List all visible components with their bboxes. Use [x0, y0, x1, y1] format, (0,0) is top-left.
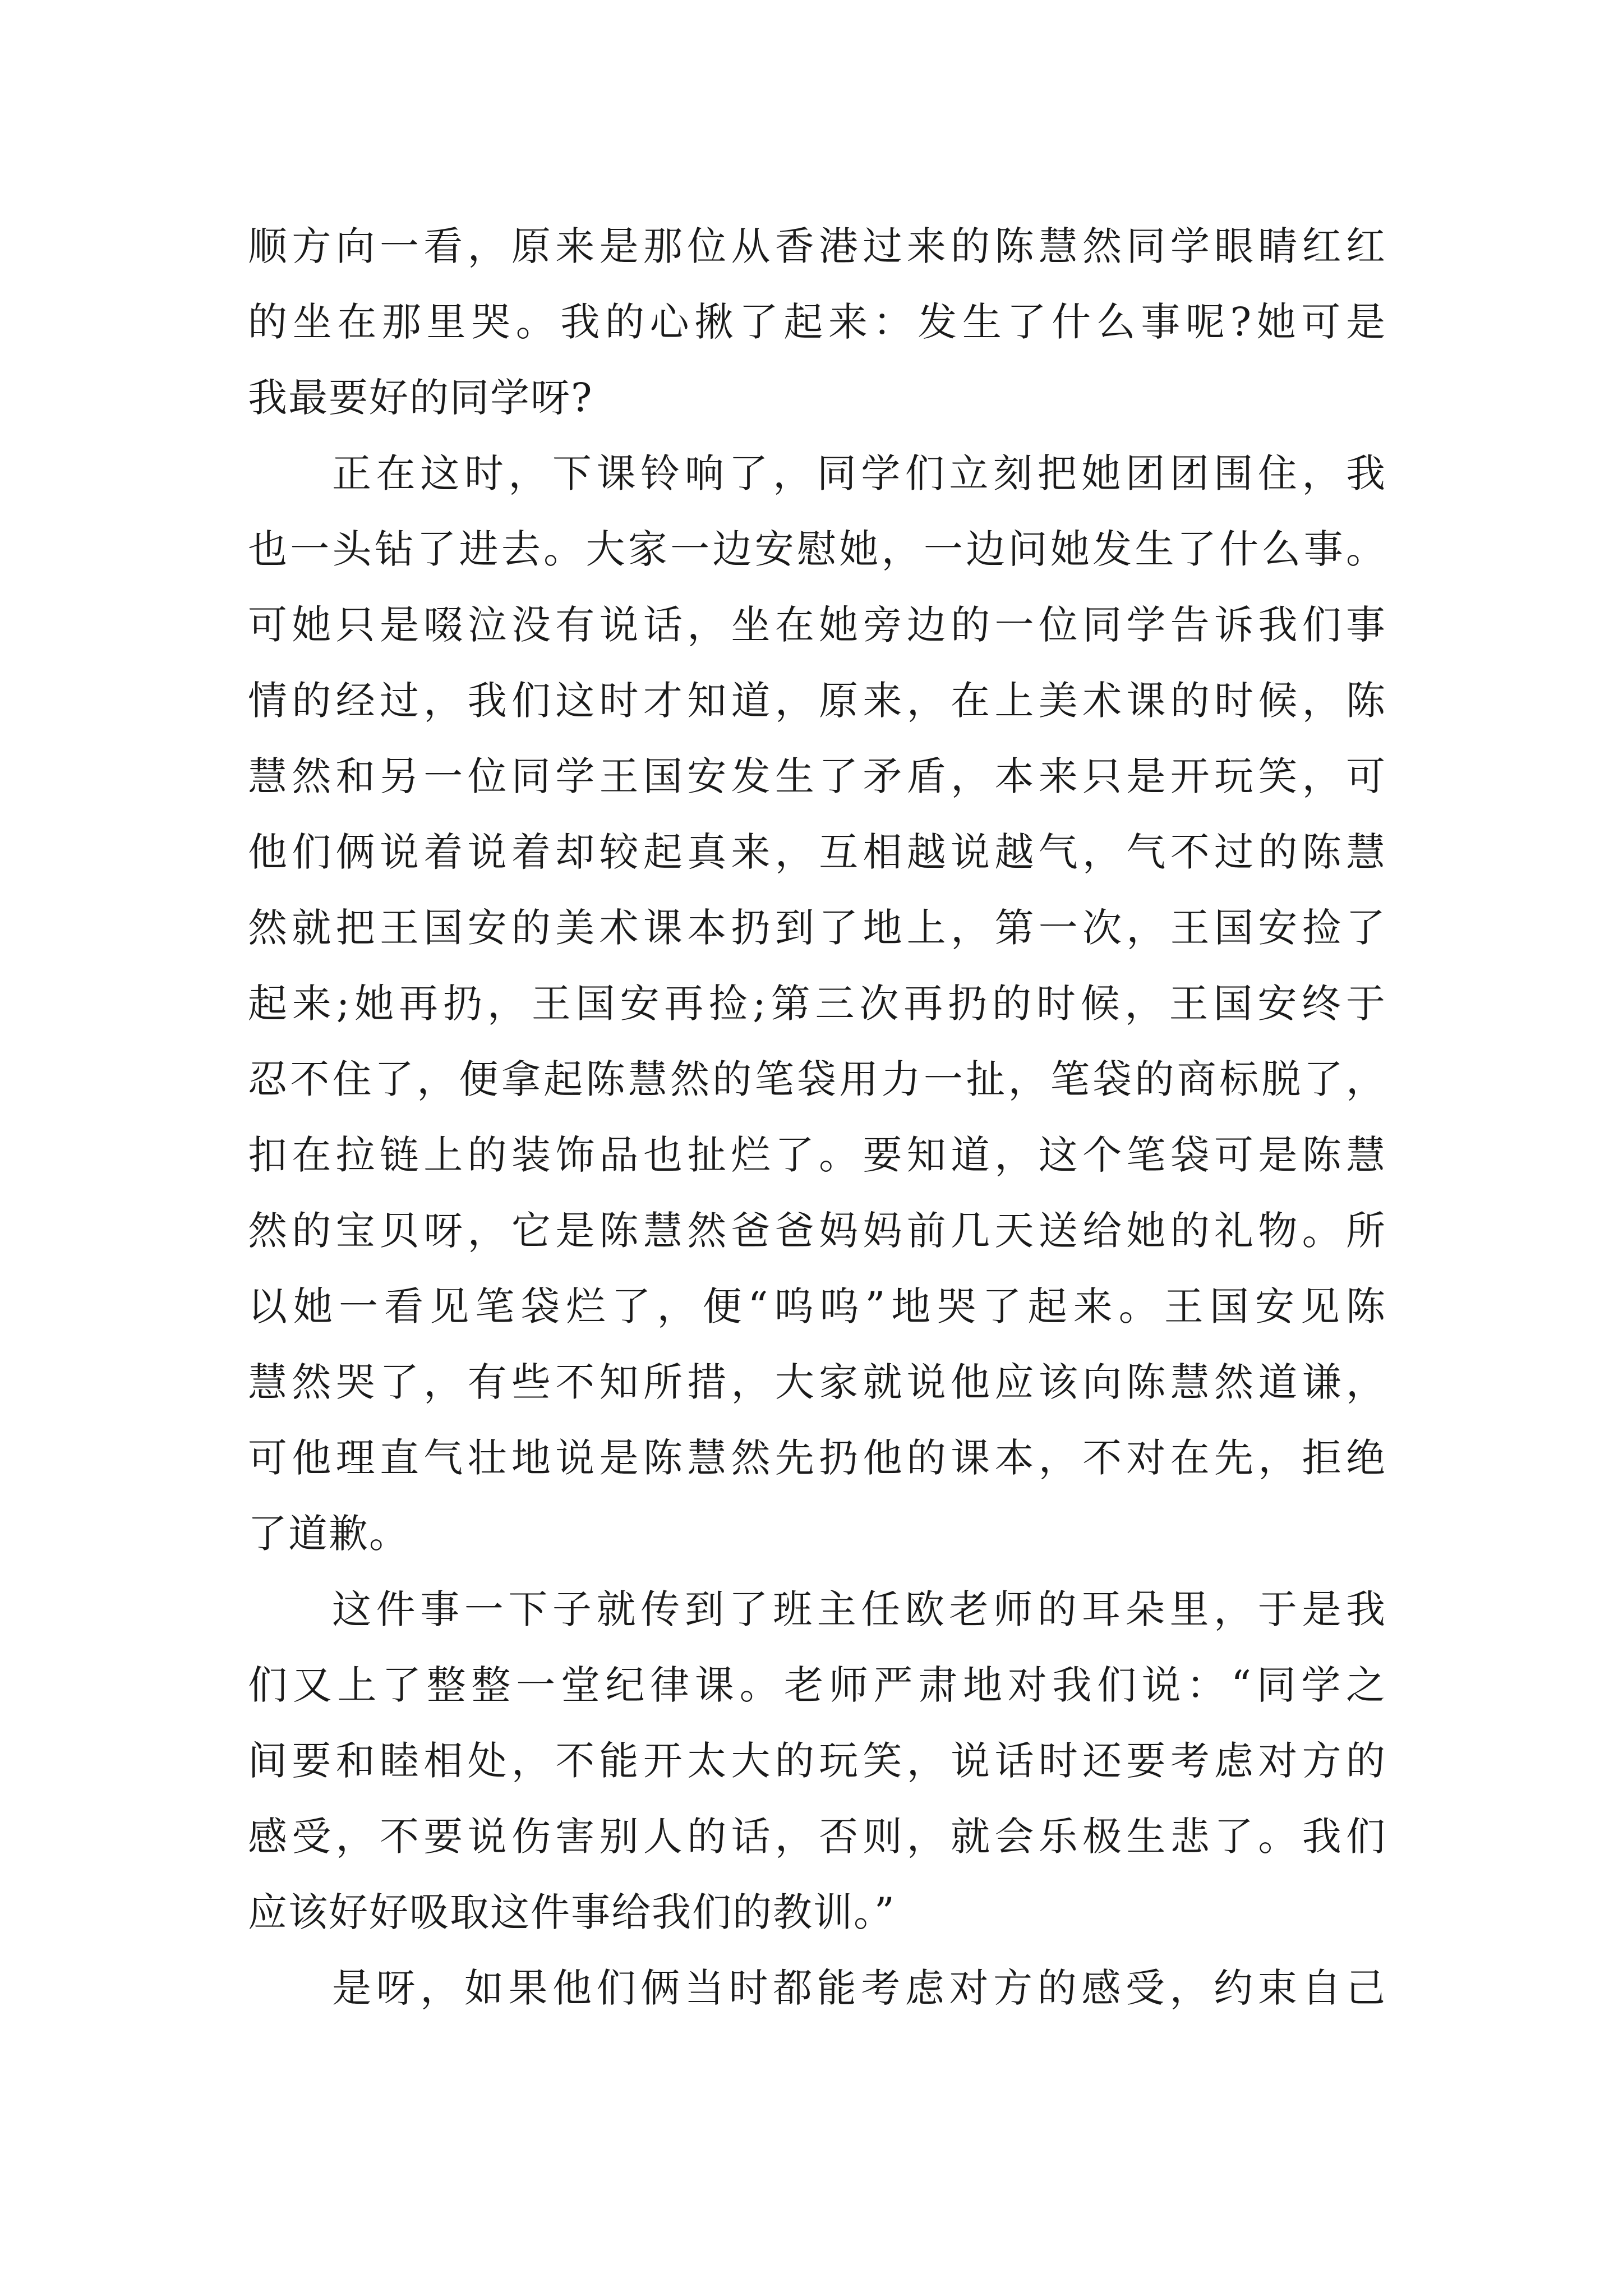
- text-line-8: 慧然和另一位同学王国安发生了矛盾，本来只是开玩笑，可: [248, 753, 1386, 799]
- text-line-16: 慧然哭了，有些不知所措，大家就说他应该向陈慧然道谦，: [248, 1359, 1386, 1405]
- paragraph-2-first-line: 正在这时，下课铃响了，同学们立刻把她团团围住，我: [332, 450, 1386, 496]
- text-line-7: 情的经过，我们这时才知道，原来，在上美术课的时候，陈: [248, 678, 1386, 724]
- text-line-2: 的坐在那里哭。我的心揪了起来：发生了什么事呢?她可是: [248, 299, 1386, 345]
- essay-text: [248, 209, 1386, 2026]
- text-line-13: 扣在拉链上的装饰品也扯烂了。要知道，这个笔袋可是陈慧: [248, 1132, 1386, 1178]
- text-line-6: 可她只是啜泣没有说话，坐在她旁边的一位同学告诉我们事: [248, 602, 1386, 648]
- text-line-9: 他们俩说着说着却较起真来，互相越说越气，气不过的陈慧: [248, 829, 1386, 875]
- text-line-12: 忍不住了，便拿起陈慧然的笔袋用力一扯，笔袋的商标脱了，: [248, 1056, 1386, 1102]
- text-line-15: 以她一看见笔袋烂了，便“呜呜”地哭了起来。王国安见陈: [248, 1283, 1386, 1329]
- paragraph-4-first-line: 是呀，如果他们俩当时都能考虑对方的感受，约束自己: [332, 1965, 1386, 2011]
- text-line-10: 然就把王国安的美术课本扔到了地上，第一次，王国安捡了: [248, 905, 1386, 951]
- text-line-18: 了道歉。: [248, 1511, 409, 1557]
- text-line-23: 应该好好吸取这件事给我们的教训。”: [248, 1889, 896, 1935]
- text-line-3: 我最要好的同学呀?: [248, 375, 593, 421]
- paragraph-3-first-line: 这件事一下子就传到了班主任欧老师的耳朵里，于是我: [332, 1586, 1386, 1632]
- text-line-20: 们又上了整整一堂纪律课。老师严肃地对我们说：“同学之: [248, 1662, 1386, 1708]
- text-line-14: 然的宝贝呀，它是陈慧然爸爸妈妈前几天送给她的礼物。所: [248, 1208, 1386, 1254]
- text-line-11: 起来;她再扔，王国安再捡;第三次再扔的时候，王国安终于: [248, 981, 1386, 1027]
- text-line-17: 可他理直气壮地说是陈慧然先扔他的课本，不对在先，拒绝: [248, 1435, 1386, 1481]
- text-line-5: 也一头钻了进去。大家一边安慰她，一边问她发生了什么事。: [248, 526, 1386, 572]
- text-line-21: 间要和睦相处，不能开太大的玩笑，说话时还要考虑对方的: [248, 1738, 1386, 1784]
- text-line-22: 感受，不要说伤害别人的话，否则，就会乐极生悲了。我们: [248, 1814, 1386, 1860]
- text-line-1: 顺方向一看，原来是那位从香港过来的陈慧然同学眼睛红红: [248, 223, 1386, 269]
